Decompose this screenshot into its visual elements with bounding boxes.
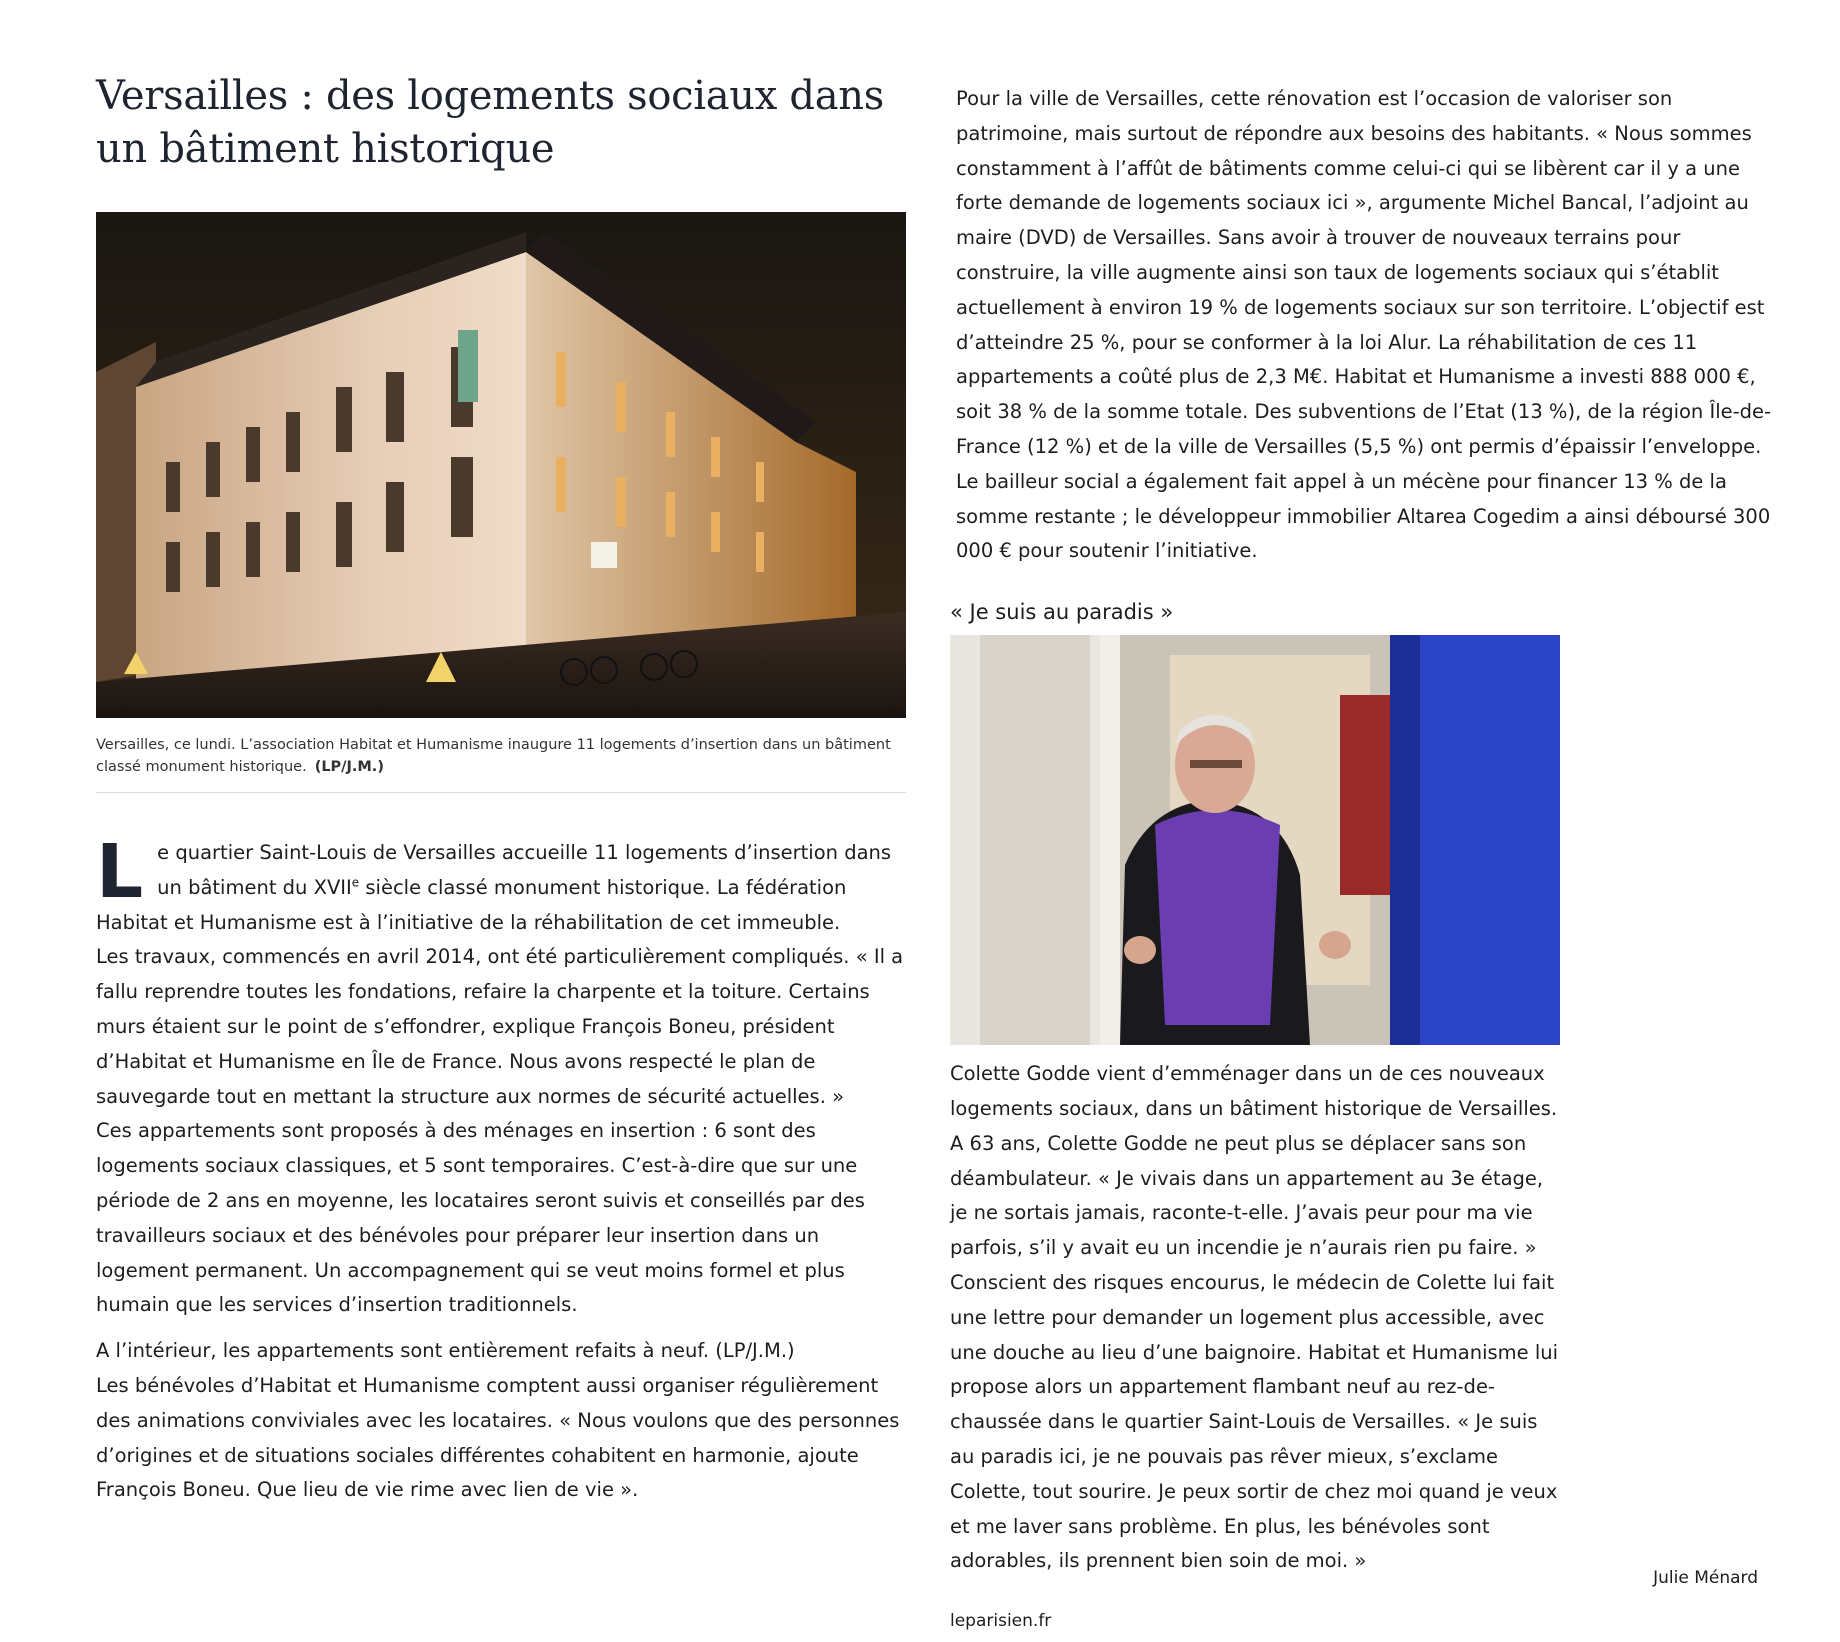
intro-paragraph <box>96 829 906 940</box>
caption-credit: (LP/J.M.) <box>314 759 384 775</box>
caption-text: Versailles, ce lundi. L’association Habitat et Humanisme inaugure 11 logements d’insertion dans un bâtiment classé monument historique. <box>96 737 891 775</box>
building-night-photo <box>96 212 906 718</box>
colette-portrait-photo <box>950 635 1560 1045</box>
left-article-body <box>96 829 906 1508</box>
paragraph-interior: A l’intérieur, les appartements sont entièrement refaits à neuf. (LP/J.M.) <box>96 1339 795 1363</box>
paragraph-apartments: Ces appartements sont proposés à des ménages en insertion : 6 sont des logements sociaux classiques, et 5 sont temporaires. C’est-à-dire que sur une période de 2 ans en moyenne, les locataires seront suivis et conseillés par des travailleurs sociaux et des bénévoles pour préparer leur insertion dans un logement permanent. Un accompagnement qui se veut moins formel et plus humain que les services d’insertion traditionnels. <box>96 1119 865 1317</box>
intro-text-a: e quartier Saint-Louis de Versailles accueille 11 logements d’insertion dans un bâtiment du XVII <box>157 841 892 899</box>
paragraph-works: Les travaux, commencés en avril 2014, ont été particulièrement compliqués. « Il a fallu reprendre toutes les fondations, refaire la charpente et la toiture. Certains murs étaient sur le point de s’effondrer, explique François Boneu, président d’Habitat et Humanisme en Île de France. Nous avons respecté le plan de sauvegarde tout en mettant la structure aux normes de sécurité actuelles. » <box>96 945 904 1108</box>
paragraph-volunteers: Les bénévoles d’Habitat et Humanisme comptent aussi organiser régulièrement des animations conviviales avec les locataires. « Nous voulons que des personnes d’origines et de situations sociales différentes cohabitent en harmonie, ajoute François Boneu. Que lieu de vie rime avec lien de vie ». <box>96 1373 900 1502</box>
author-name: Julie Ménard <box>1653 1568 1758 1588</box>
photo-caption <box>96 734 906 793</box>
right-lower-block <box>950 1057 1560 1579</box>
left-column <box>96 70 906 1508</box>
intro-text-b: siècle classé monument historique. La fédération Habitat et Humanisme est à l’initiative de la réhabilitation de cet immeuble. <box>96 875 847 934</box>
century-superscript: e <box>351 875 360 890</box>
article-title: Versailles : des logements sociaux dans un bâtiment historique <box>96 73 884 172</box>
right-column <box>950 82 1776 1632</box>
source-label: leparisien.fr <box>950 1611 1052 1632</box>
section-subhead: « Je suis au paradis » <box>950 600 1174 625</box>
paragraph-city: Pour la ville de Versailles, cette rénovation est l’occasion de valoriser son patrimoine, mais surtout de répondre aux besoins des habitants. « Nous sommes constamment à l’affût de bâtiments comme celui-ci qui se libèrent car il y a une forte demande de logements sociaux ici », argumente Michel Bancal, l’adjoint au maire (DVD) de Versailles. Sans avoir à trouver de nouveaux terrains pour construire, la ville augmente ainsi son taux de logements sociaux qui s’établit actuellement à environ 19 % de logements sociaux sur son territoire. L’objectif est d’atteindre 25 %, pour se conformer à la loi Alur. La réhabilitation de ces 11 appartements a coûté plus de 2,3 M€. Habitat et Humanisme a investi 888 000 €, soit 38 % de la somme totale. Des subventions de l’Etat (13 %), de la région Île-de-France (12 %) et de la ville de Versailles (5,5 %) ont permis d’épaissir l’enveloppe. Le bailleur social a également fait appel à un mécène pour financer 13 % de la somme restante ; le développeur immobilier Altarea Cogedim a ainsi déboursé 300 000 € pour soutenir l’initiative. <box>956 87 1772 563</box>
drop-cap: L <box>96 829 144 915</box>
paragraph-colette: Colette Godde vient d’emménager dans un de ces nouveaux logements sociaux, dans un bâtiment historique de Versailles. A 63 ans, Colette Godde ne peut plus se déplacer sans son déambulateur. « Je vivais dans un appartement au 3e étage, je ne sortais jamais, raconte-t-elle. J’avais peur pour ma vie parfois, s’il y avait eu un incendie je n’aurais rien pu faire. » Conscient des risques encourus, le médecin de Colette lui fait une lettre pour demander un logement plus accessible, avec une douche au lieu d’une baignoire. Habitat et Humanisme lui propose alors un appartement flambant neuf au rez-de-chaussée dans le quartier Saint-Louis de Versailles. « Je suis au paradis ici, je ne pouvais pas rêver mieux, s’exclame Colette, tout sourire. Je peux sortir de chez moi quand je veux et me laver sans problème. En plus, les bénévoles sont adorables, ils prennent bien soin de moi. » <box>950 1062 1559 1573</box>
